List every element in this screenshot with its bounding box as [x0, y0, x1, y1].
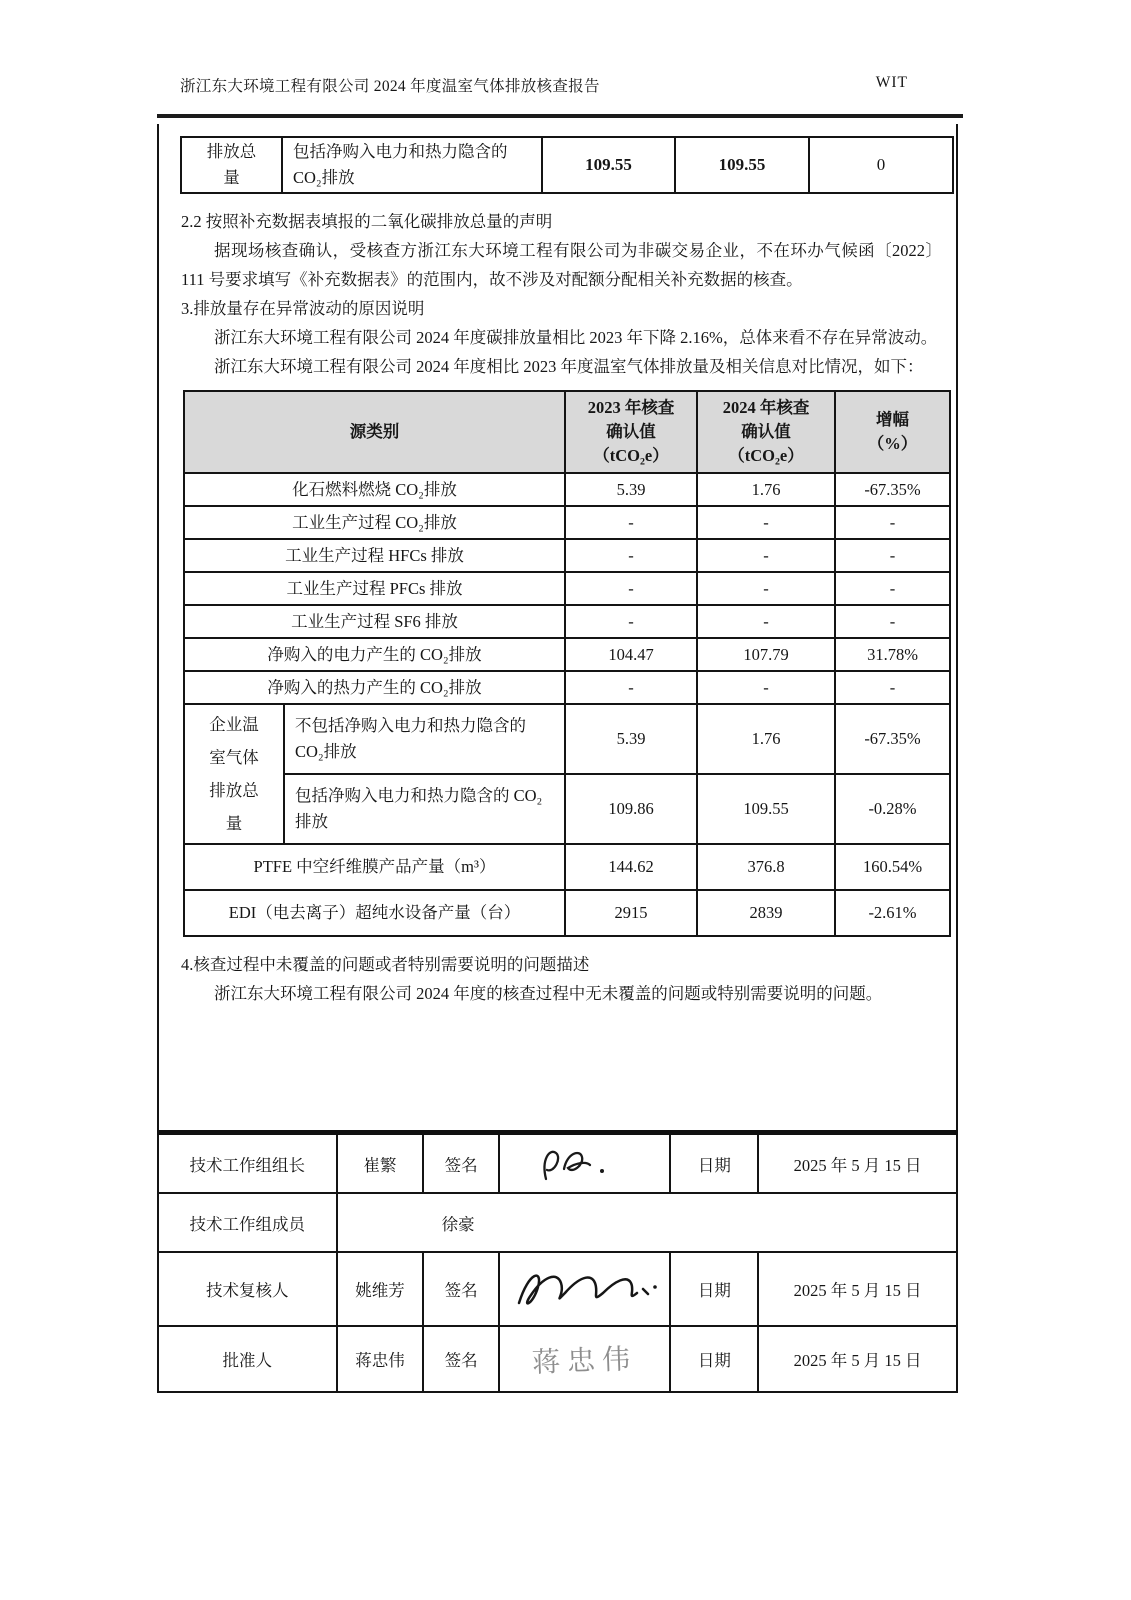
table-row — [158, 1326, 957, 1392]
value-2023: 109.86 — [565, 774, 697, 844]
role-label: 技术工作组组长 — [158, 1133, 337, 1194]
value-2023: - — [565, 572, 697, 605]
emission-total-fragment-table — [180, 136, 954, 194]
table-row — [184, 605, 950, 638]
value-2024: - — [697, 539, 835, 572]
value-2024: 1.76 — [697, 704, 835, 774]
value-2023: - — [565, 605, 697, 638]
section-2-2-body: 据现场核查确认，受核查方浙江东大环境工程有限公司为非碳交易企业，不在环办气候函〔2022〕111 号要求填写《补充数据表》的范围内，故不涉及对配额分配相关补充数据的核查。 — [181, 241, 942, 289]
table-row — [158, 1193, 957, 1252]
value-change: - — [835, 572, 950, 605]
table-row — [184, 774, 950, 844]
table-row — [184, 890, 950, 936]
value-2024: - — [697, 506, 835, 539]
section-3-paragraph-1: 浙江东大环境工程有限公司 2024 年度碳排放量相比 2023 年下降 2.16%，总体来看不存在异常波动。 — [214, 328, 938, 347]
person-name: 姚维芳 — [337, 1252, 424, 1326]
row-label: 净购入的热力产生的 CO₂排放 — [184, 671, 565, 704]
row-label: 工业生产过程 CO₂排放 — [184, 506, 565, 539]
row-label: 净购入的电力产生的 CO₂排放 — [184, 638, 565, 671]
date-value: 2025 年 5 月 15 日 — [758, 1326, 957, 1392]
section-4-body: 浙江东大环境工程有限公司 2024 年度的核查过程中无未覆盖的问题或特别需要说明的问题。 — [214, 984, 883, 1003]
section-2-2 — [181, 207, 942, 381]
table-row — [158, 1252, 957, 1326]
table-row — [184, 473, 950, 506]
comparison-table — [183, 390, 951, 937]
value-2024: 1.76 — [697, 473, 835, 506]
signature-scrawl-leader — [499, 1133, 671, 1194]
value-change: -2.61% — [835, 890, 950, 936]
row-label: 不包括净购入电力和热力隐含的 CO₂排放 — [284, 704, 565, 774]
table-row — [184, 704, 950, 774]
row-label: EDI（电去离子）超纯水设备产量（台） — [184, 890, 565, 936]
table-row — [158, 1133, 957, 1194]
person-name: 徐豪 — [337, 1193, 957, 1252]
person-name: 蒋忠伟 — [337, 1326, 424, 1392]
signature-scrawl-icon — [505, 1261, 665, 1317]
date-label: 日期 — [670, 1326, 758, 1392]
col-source: 源类别 — [184, 391, 565, 473]
value-2023: 104.47 — [565, 638, 697, 671]
date-label: 日期 — [670, 1252, 758, 1326]
value-2023: - — [565, 671, 697, 704]
table-row — [181, 137, 953, 193]
role-label: 批准人 — [158, 1326, 337, 1392]
value-change: - — [835, 506, 950, 539]
role-label: 技术工作组成员 — [158, 1193, 337, 1252]
col-change: 增幅 （%） — [835, 391, 950, 473]
content-box — [157, 124, 958, 1130]
value-2023: - — [565, 506, 697, 539]
signature-scrawl-reviewer — [499, 1252, 671, 1326]
value-2024: 2839 — [697, 890, 835, 936]
section-4-title: 4.核查过程中未覆盖的问题或者特别需要说明的问题描述 — [181, 955, 590, 974]
value-change: 160.54% — [835, 844, 950, 890]
value-2023: - — [565, 539, 697, 572]
group-label-total-emissions: 企业温室气体排放总量 — [184, 704, 284, 844]
frag-value-2024: 109.55 — [675, 137, 809, 193]
frag-row-label: 排放总量 — [181, 137, 282, 193]
signature-scrawl-icon — [526, 1141, 644, 1187]
person-name: 崔繁 — [337, 1133, 424, 1194]
frag-value-2023: 109.55 — [542, 137, 675, 193]
row-label: 包括净购入电力和热力隐含的 CO₂排放 — [284, 774, 565, 844]
value-change: -67.35% — [835, 704, 950, 774]
role-label: 技术复核人 — [158, 1252, 337, 1326]
value-2023: 5.39 — [565, 473, 697, 506]
comparison-table-header — [184, 391, 950, 473]
value-2024: - — [697, 572, 835, 605]
header-rule — [157, 114, 963, 118]
table-row — [184, 572, 950, 605]
value-2024: 109.55 — [697, 774, 835, 844]
approval-signature-table — [157, 1130, 958, 1393]
col-2024: 2024 年核查 确认值 （tCO₂e） — [697, 391, 835, 473]
value-2024: - — [697, 671, 835, 704]
value-change: 31.78% — [835, 638, 950, 671]
date-value: 2025 年 5 月 15 日 — [758, 1252, 957, 1326]
table-row — [184, 844, 950, 890]
page-header — [180, 74, 960, 96]
section-3-paragraph-2: 浙江东大环境工程有限公司 2024 年度相比 2023 年度温室气体排放量及相关信息对比情况，如下： — [214, 357, 924, 376]
row-label: 工业生产过程 HFCs 排放 — [184, 539, 565, 572]
frag-row-desc: 包括净购入电力和热力隐含的 CO₂排放 — [282, 137, 542, 193]
section-3-title: 3.排放量存在异常波动的原因说明 — [181, 299, 425, 318]
value-2023: 2915 — [565, 890, 697, 936]
value-2023: 5.39 — [565, 704, 697, 774]
frag-value-change: 0 — [809, 137, 953, 193]
sign-label: 签名 — [423, 1252, 499, 1326]
row-label: 化石燃料燃烧 CO₂排放 — [184, 473, 565, 506]
value-2024: 376.8 — [697, 844, 835, 890]
logo-text: WIT — [875, 74, 908, 91]
value-2024: 107.79 — [697, 638, 835, 671]
report-title: 浙江东大环境工程有限公司 2024 年度温室气体排放核查报告 — [180, 78, 600, 95]
table-row — [184, 671, 950, 704]
date-value: 2025 年 5 月 15 日 — [758, 1133, 957, 1194]
row-label: PTFE 中空纤维膜产品产量（m³） — [184, 844, 565, 890]
sign-label: 签名 — [423, 1326, 499, 1392]
table-row — [184, 638, 950, 671]
date-label: 日期 — [670, 1133, 758, 1194]
value-2023: 144.62 — [565, 844, 697, 890]
section-2-2-title: 2.2 按照补充数据表填报的二氧化碳排放总量的声明 — [181, 212, 553, 231]
row-label: 工业生产过程 PFCs 排放 — [184, 572, 565, 605]
row-label: 工业生产过程 SF6 排放 — [184, 605, 565, 638]
table-row — [184, 506, 950, 539]
value-change: -0.28% — [835, 774, 950, 844]
value-change: - — [835, 539, 950, 572]
value-2024: - — [697, 605, 835, 638]
value-change: -67.35% — [835, 473, 950, 506]
section-4 — [181, 950, 942, 1008]
value-change: - — [835, 605, 950, 638]
col-2023: 2023 年核查 确认值 （tCO₂e） — [565, 391, 697, 473]
signature-handwritten-text: 蒋忠伟 — [531, 1344, 638, 1379]
value-change: - — [835, 671, 950, 704]
signature-handwritten-approver — [499, 1326, 671, 1392]
table-row — [184, 539, 950, 572]
sign-label: 签名 — [423, 1133, 499, 1194]
